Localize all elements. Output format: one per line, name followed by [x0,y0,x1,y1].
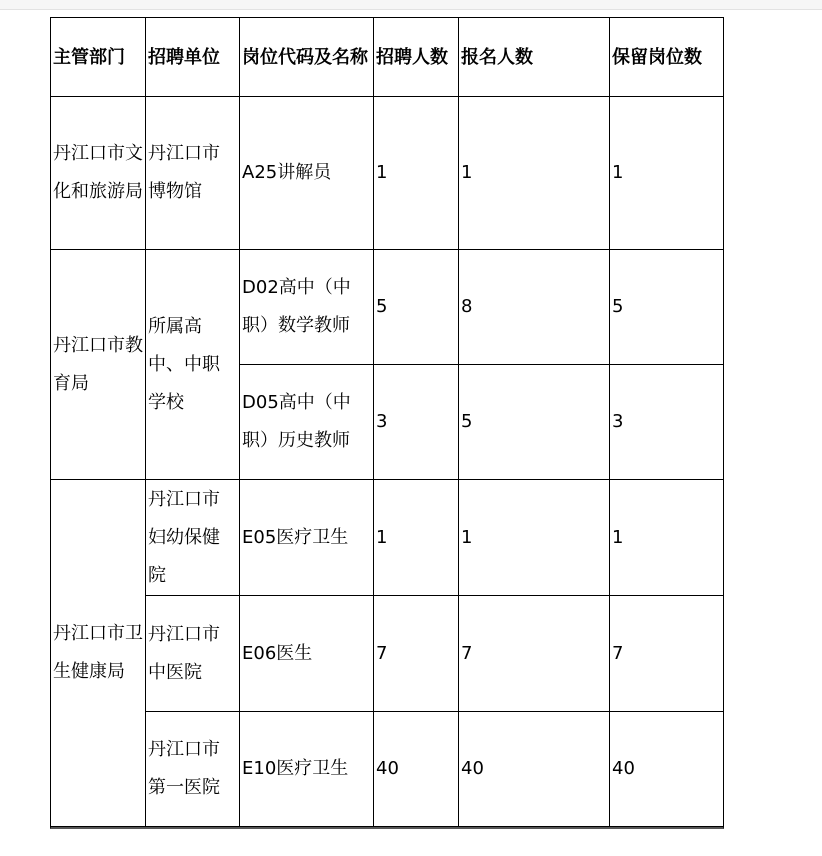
cell-applicants: 40 [459,712,610,827]
cell-department: 丹江口市教育局 [51,250,146,480]
cell-applicants: 5 [459,365,610,480]
cell-recruit: 3 [374,365,459,480]
cell-position: D05高中（中职）历史教师 [240,365,374,480]
cell-department: 丹江口市文化和旅游局 [51,97,146,250]
cell-applicants: 7 [459,596,610,712]
table-header-row [51,18,723,97]
header-position: 岗位代码及名称 [240,18,374,97]
table-row [51,250,723,365]
top-toolbar-strip [0,0,822,10]
cell-unit: 丹江口市妇幼保健院 [146,480,240,596]
cell-recruit: 5 [374,250,459,365]
header-department: 主管部门 [51,18,146,97]
cell-applicants: 1 [459,97,610,250]
header-unit: 招聘单位 [146,18,240,97]
cell-retained: 1 [610,480,723,596]
cell-unit: 丹江口市博物馆 [146,97,240,250]
table-row [51,712,723,827]
cell-position: D02高中（中职）数学教师 [240,250,374,365]
table-row [51,97,723,250]
cell-department: 丹江口市卫生健康局 [51,480,146,827]
cell-recruit: 1 [374,97,459,250]
cell-position: E10医疗卫生 [240,712,374,827]
cell-applicants: 1 [459,480,610,596]
cell-retained: 3 [610,365,723,480]
cell-recruit: 1 [374,480,459,596]
header-recruit: 招聘人数 [374,18,459,97]
cell-retained: 40 [610,712,723,827]
header-applicants: 报名人数 [459,18,610,97]
recruitment-table [50,17,724,829]
cell-unit: 丹江口市中医院 [146,596,240,712]
table-row [51,596,723,712]
table-row [51,480,723,596]
cell-applicants: 8 [459,250,610,365]
cell-recruit: 40 [374,712,459,827]
cell-retained: 5 [610,250,723,365]
cell-unit: 所属高中、中职学校 [146,250,240,480]
cell-position: E06医生 [240,596,374,712]
header-retained: 保留岗位数 [610,18,723,97]
cell-unit: 丹江口市第一医院 [146,712,240,827]
cell-recruit: 7 [374,596,459,712]
cell-retained: 7 [610,596,723,712]
cell-retained: 1 [610,97,723,250]
cell-position: A25讲解员 [240,97,374,250]
cell-position: E05医疗卫生 [240,480,374,596]
